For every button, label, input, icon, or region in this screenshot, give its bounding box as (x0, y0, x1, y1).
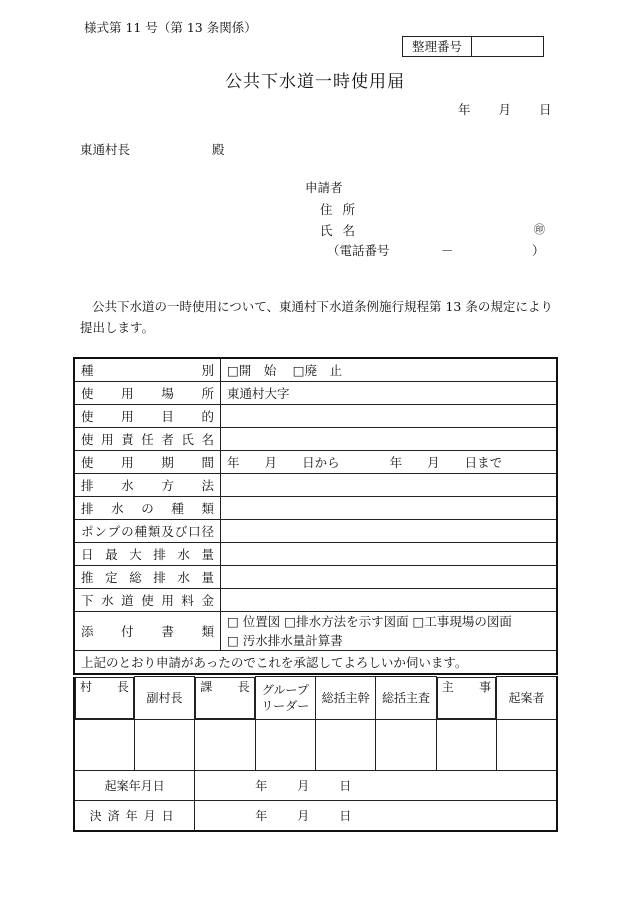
drain-method-label: 排水方法 (74, 474, 221, 497)
deputy-header: 副村長 (134, 677, 194, 720)
attachments-label: 添付書類 (74, 612, 221, 651)
draft-date-label: 起案年月日 (74, 770, 195, 800)
max-daily-label: 日最大排水量 (74, 543, 221, 566)
pump-value[interactable] (221, 520, 558, 543)
reference-number-box[interactable] (402, 36, 544, 57)
seal-mark: ㊞ (534, 223, 545, 236)
form-row-period (74, 451, 557, 474)
form-number: 様式第 11 号（第 13 条関係） (84, 20, 257, 35)
submission-date[interactable] (458, 100, 552, 118)
approval-notice-row (74, 651, 557, 675)
chief-inspector-header: 総括主査 (376, 677, 436, 720)
period-value[interactable] (221, 451, 558, 474)
body-text: 公共下水道の一時使用について、東通村下水道条例施行規程第 13 条の規定により提出します。 (80, 299, 553, 335)
approval-table (73, 676, 558, 832)
period-end-day: 日まで (464, 455, 503, 470)
period-label: 使用期間 (74, 451, 221, 474)
option-start[interactable]: □開 始 (227, 363, 277, 378)
approval-date-row (74, 800, 557, 831)
reference-number-label: 整理番号 (403, 37, 472, 56)
type-options[interactable] (221, 358, 558, 382)
purpose-label: 使用目的 (74, 405, 221, 428)
purpose-value[interactable] (221, 405, 558, 428)
group-leader-header: グループ リーダー (255, 677, 315, 720)
attachments-line-2[interactable]: □ 汚水排水量計算書 (227, 633, 343, 648)
form-row-drain-method (74, 474, 557, 497)
location-value[interactable]: 東通村大字 (221, 382, 558, 405)
phone-close-paren: ） (532, 243, 545, 258)
village-head-header: 村 長 (75, 677, 134, 719)
document-title: 公共下水道一時使用届 (225, 72, 405, 92)
section-chief-header: 課 長 (195, 677, 254, 719)
signature-row (74, 719, 557, 770)
form-row-fee (74, 589, 557, 612)
period-start-day: 日から (302, 455, 340, 470)
pump-label: ポンプの種類及び口径 (74, 520, 221, 543)
drain-type-value[interactable] (221, 497, 558, 520)
approval-date-label: 決済年月日 (74, 800, 195, 831)
period-end-year: 年 (389, 455, 403, 470)
responsible-label: 使用責任者氏名 (74, 428, 221, 451)
applicant-name-label: 氏名 (320, 223, 366, 238)
max-daily-value[interactable] (221, 543, 558, 566)
period-start-year: 年 (227, 455, 240, 470)
phone-separator: － (441, 243, 454, 258)
draft-date-row (74, 770, 557, 800)
form-row-total (74, 566, 557, 589)
addressee-name: 東通村長 (80, 142, 131, 157)
application-form-table (73, 357, 558, 675)
fee-label: 下水道使用料金 (74, 589, 221, 612)
responsible-value[interactable] (221, 428, 558, 451)
applicant-heading: 申請者 (305, 180, 343, 195)
form-row-attachments (74, 612, 557, 651)
signature-cell[interactable] (376, 719, 436, 770)
period-start-month: 月 (264, 455, 278, 470)
location-label: 使用場所 (74, 382, 221, 405)
type-label: 種 別 (74, 358, 221, 382)
attachments-line-1[interactable]: □ 位置図 □排水方法を示す図面 □工事現場の図面 (227, 614, 512, 629)
form-row-drain-type (74, 497, 557, 520)
form-row-type (74, 358, 557, 382)
draft-date-value[interactable]: 年 月 日 (195, 770, 557, 800)
applicant-address-label: 住所 (320, 202, 366, 217)
reference-number-field[interactable] (472, 37, 543, 56)
signature-cell[interactable] (74, 719, 134, 770)
attachments-value[interactable] (221, 612, 558, 651)
period-end-month: 月 (427, 455, 440, 470)
drafter-header: 起案者 (497, 677, 557, 720)
form-row-pump (74, 520, 557, 543)
signature-cell[interactable] (255, 719, 315, 770)
drain-method-value[interactable] (221, 474, 558, 497)
year-label: 年 (458, 102, 471, 117)
day-label: 日 (539, 102, 552, 117)
form-row-purpose (74, 405, 557, 428)
fee-value[interactable] (221, 589, 558, 612)
staff-header: 主 事 (437, 677, 496, 719)
option-abolish[interactable]: □廃 止 (292, 363, 343, 378)
addressee-honorific: 殿 (212, 142, 225, 157)
approval-notice: 上記のとおり申請があったのでこれを承認してよろしいか伺います。 (74, 651, 557, 675)
signature-cell[interactable] (134, 719, 194, 770)
phone-label: （電話番号 (327, 243, 390, 258)
signature-cell[interactable] (316, 719, 376, 770)
signature-cell[interactable] (436, 719, 496, 770)
chief-officer-header: 総括主幹 (316, 677, 376, 720)
month-label: 月 (498, 102, 512, 117)
signature-cell[interactable] (195, 719, 255, 770)
approval-header-row (74, 677, 557, 720)
form-row-max-daily (74, 543, 557, 566)
signature-cell[interactable] (497, 719, 557, 770)
form-row-location (74, 382, 557, 405)
form-row-responsible (74, 428, 557, 451)
approval-date-value[interactable]: 年 月 日 (195, 800, 557, 831)
drain-type-label: 排水の種類 (74, 497, 221, 520)
total-label: 推定総排水量 (74, 566, 221, 589)
total-value[interactable] (221, 566, 558, 589)
